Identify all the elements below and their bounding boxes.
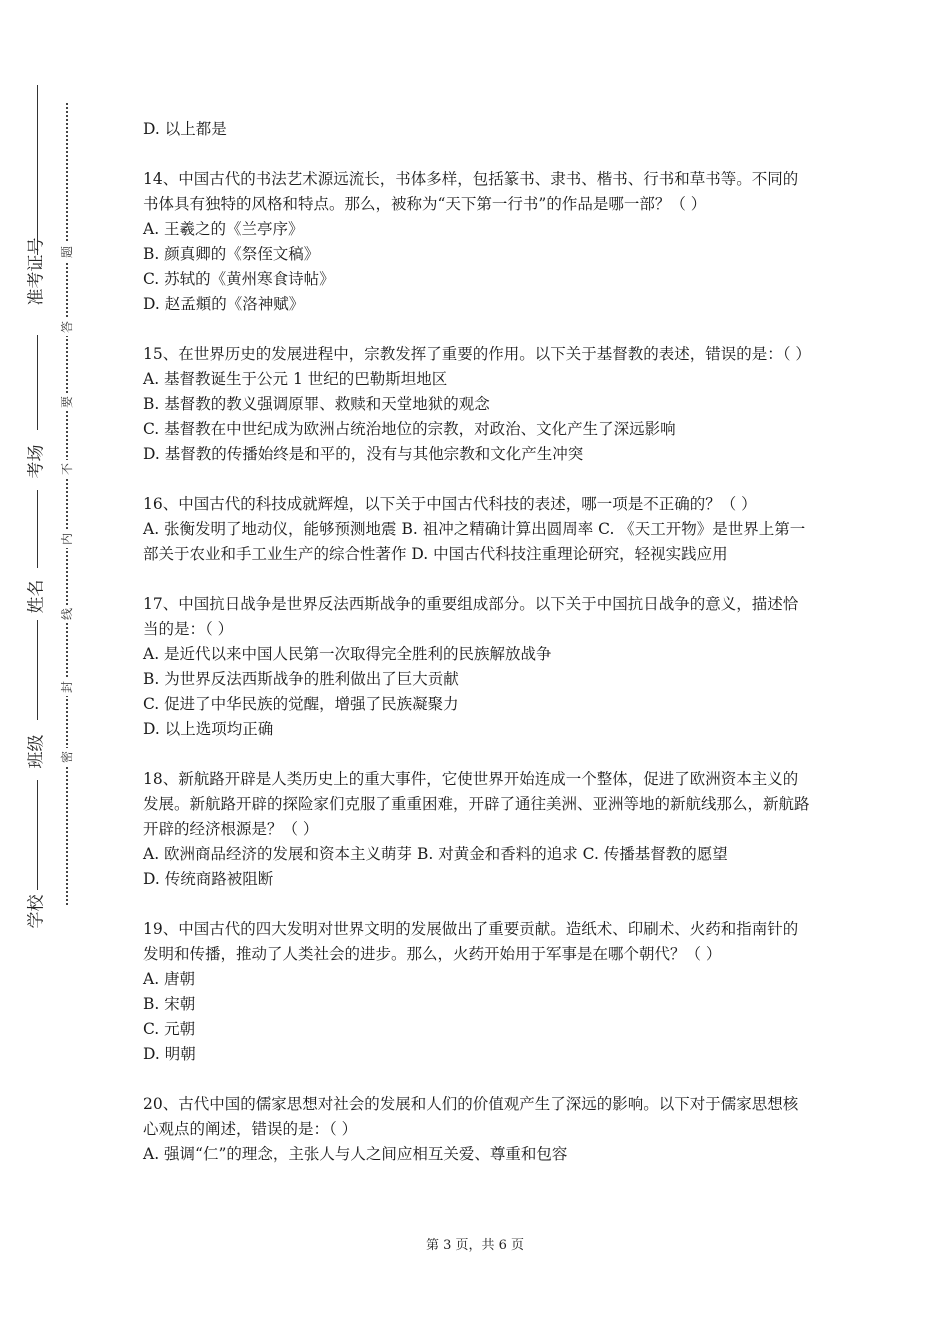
question-17 — [143, 592, 813, 742]
seal-char: 不 — [58, 460, 76, 478]
exam-room-label: 考场 — [26, 444, 47, 479]
option-a: A. 强调“仁”的理念，主张人与人之间应相互关爱、尊重和包容 — [143, 1145, 568, 1163]
seal-char: 封 — [58, 678, 76, 696]
option-b: B. 基督教的教义强调原罪、救赎和天堂地狱的观念 — [143, 395, 490, 413]
binding-line — [37, 620, 38, 720]
option-d: D. 赵孟頫的《洛神赋》 — [143, 295, 305, 313]
class-label: 班级 — [26, 734, 47, 769]
option: D. 以上都是 — [143, 120, 227, 138]
question-stem: 18、新航路开辟是人类历史上的重大事件，它使世界开始连成一个整体，促进了欧洲资本主义的发展。新航路开辟的探险家们克服了重重困难，开辟了通往美洲、亚洲等地的新航线那么，新航路开辟的经济根源是？（ ） — [143, 770, 810, 838]
option-d: D. 传统商路被阻断 — [143, 870, 274, 888]
name-label: 姓名 — [26, 579, 47, 614]
binding-line — [37, 490, 38, 568]
option-a: A. 是近代以来中国人民第一次取得完全胜利的民族解放战争 — [143, 645, 552, 663]
question-13-tail — [143, 117, 813, 142]
seal-char: 要 — [58, 393, 76, 411]
option-b: B. 颜真卿的《祭侄文稿》 — [143, 245, 320, 263]
question-stem: 19、中国古代的四大发明对世界文明的发展做出了重要贡献。造纸术、印刷术、火药和指南针的发明和传播，推动了人类社会的进步。那么，火药开始用于军事是在哪个朝代？（ ） — [143, 920, 799, 963]
binding-line — [37, 85, 38, 255]
question-15 — [143, 342, 813, 467]
admission-number-label: 准考证号 — [26, 237, 47, 306]
question-16 — [143, 492, 813, 567]
seal-dotted-line — [66, 103, 68, 905]
question-stem: 17、中国抗日战争是世界反法西斯战争的重要组成部分。以下关于中国抗日战争的意义，描述恰当的是：（ ） — [143, 595, 799, 638]
options-inline: A. 张衡发明了地动仪，能够预测地震 B. 祖冲之精确计算出圆周率 C. 《天工开物》是世界上第一部关于农业和手工业生产的综合性著作 D. 中国古代科技注重理论研究，轻视实践应用 — [143, 520, 806, 563]
option-a: A. 基督教诞生于公元 1 世纪的巴勒斯坦地区 — [143, 370, 448, 388]
option-c: C. 苏轼的《黄州寒食诗帖》 — [143, 270, 335, 288]
question-stem: 16、中国古代的科技成就辉煌，以下关于中国古代科技的表述，哪一项是不正确的？（ ） — [143, 495, 757, 513]
binding-line — [37, 335, 38, 430]
option-a: A. 王羲之的《兰亭序》 — [143, 220, 304, 238]
option-d: D. 以上选项均正确 — [143, 720, 274, 738]
question-stem: 15、在世界历史的发展进程中，宗教发挥了重要的作用。以下关于基督教的表述，错误的是：（ ） — [143, 345, 811, 363]
option-b: B. 宋朝 — [143, 995, 196, 1013]
binding-margin — [0, 0, 90, 1344]
option-d: D. 基督教的传播始终是和平的，没有与其他宗教和文化产生冲突 — [143, 445, 584, 463]
option-c: C. 促进了中华民族的觉醒，增强了民族凝聚力 — [143, 695, 459, 713]
option-b: B. 为世界反法西斯战争的胜利做出了巨大贡献 — [143, 670, 459, 688]
exam-content — [143, 117, 813, 1192]
seal-char: 密 — [58, 748, 76, 766]
page-footer: 第 3 页，共 6 页 — [425, 1238, 525, 1253]
seal-char: 答 — [58, 318, 76, 336]
binding-line — [37, 780, 38, 890]
question-18 — [143, 767, 813, 892]
seal-char: 内 — [58, 530, 76, 548]
school-label: 学校 — [26, 894, 47, 929]
question-14 — [143, 167, 813, 317]
question-20 — [143, 1092, 813, 1167]
question-stem: 20、古代中国的儒家思想对社会的发展和人们的价值观产生了深远的影响。以下对于儒家思想核心观点的阐述，错误的是：（ ） — [143, 1095, 799, 1138]
option-c: C. 元朝 — [143, 1020, 196, 1038]
question-19 — [143, 917, 813, 1067]
option-c: C. 基督教在中世纪成为欧洲占统治地位的宗教，对政治、文化产生了深远影响 — [143, 420, 676, 438]
option-d: D. 明朝 — [143, 1045, 196, 1063]
option-a: A. 唐朝 — [143, 970, 196, 988]
options-inline: A. 欧洲商品经济的发展和资本主义萌芽 B. 对黄金和香料的追求 C. 传播基督教的愿望 — [143, 845, 728, 863]
seal-char: 题 — [58, 243, 76, 261]
question-stem: 14、中国古代的书法艺术源远流长，书体多样，包括篆书、隶书、楷书、行书和草书等。不同的书体具有独特的风格和特点。那么，被称为“天下第一行书”的作品是哪一部？（ ） — [143, 170, 799, 213]
seal-char: 线 — [58, 605, 76, 623]
